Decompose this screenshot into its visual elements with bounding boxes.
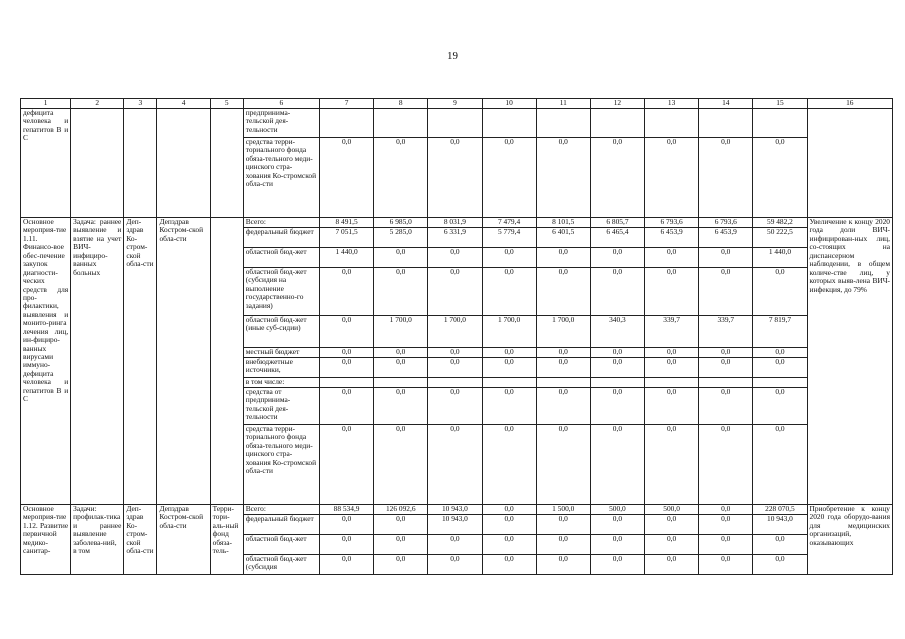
funding-label: предпринима-тельской дея-тельности <box>243 109 319 138</box>
year-value: 88 534,9 <box>319 505 373 515</box>
year-value: 0,0 <box>753 555 807 575</box>
year-value <box>428 378 482 388</box>
year-value: 340,3 <box>590 316 644 348</box>
year-value: 0,0 <box>482 348 536 358</box>
executor-cell: Деп-здрав Ко-стром-ской обла-сти <box>124 218 157 505</box>
year-value: 1 700,0 <box>428 316 482 348</box>
col-header: 13 <box>645 99 699 109</box>
year-value: 6 453,9 <box>645 228 699 248</box>
year-value: 0,0 <box>699 358 753 378</box>
year-value: 0,0 <box>374 555 428 575</box>
year-value: 0,0 <box>699 348 753 358</box>
year-value: 8 031,9 <box>428 218 482 228</box>
year-value: 0,0 <box>319 535 373 555</box>
funding-label: областной бюд-жет <box>243 535 319 555</box>
year-value: 0,0 <box>645 535 699 555</box>
funding-label: областной бюд-жет (субсидия на выполнение государственно-го задания) <box>243 268 319 316</box>
year-value: 0,0 <box>319 555 373 575</box>
col-header: 3 <box>124 99 157 109</box>
year-value <box>374 378 428 388</box>
year-value: 0,0 <box>482 535 536 555</box>
year-value: 1 700,0 <box>536 316 590 348</box>
year-value: 0,0 <box>319 316 373 348</box>
year-value: 0,0 <box>374 348 428 358</box>
funding-label: внебюджетные источники, <box>243 358 319 378</box>
measure-title: Основное мероприя-тие 1.11. Финансо-вое обес-печение закупок диагности-ческих средств для про-филактики, выявления и монито-ринга лечения лиц, ин-фициро-ванных вирусами иммуно-дефицита человека и гепатитов В и С <box>21 218 71 505</box>
year-value: 228 070,5 <box>753 505 807 515</box>
year-value: 0,0 <box>374 138 428 218</box>
measure-title: дефицита человека и гепатитов В и С <box>21 109 71 218</box>
year-value: 8 491,5 <box>319 218 373 228</box>
year-value: 0,0 <box>428 358 482 378</box>
year-value: 0,0 <box>753 268 807 316</box>
year-value: 0,0 <box>645 248 699 268</box>
year-value <box>699 378 753 388</box>
year-value <box>428 109 482 138</box>
year-value: 0,0 <box>590 248 644 268</box>
year-value: 7 819,7 <box>753 316 807 348</box>
year-value: 0,0 <box>536 425 590 505</box>
year-value: 0,0 <box>645 425 699 505</box>
page-number: 19 <box>447 50 458 62</box>
year-value <box>590 109 644 138</box>
year-value <box>753 109 807 138</box>
year-value: 0,0 <box>482 138 536 218</box>
year-value: 8 101,5 <box>536 218 590 228</box>
year-value: 0,0 <box>374 515 428 535</box>
coexecutor-cell: Депздрав Костром-ской обла-сти <box>157 505 210 575</box>
year-value: 7 479,4 <box>482 218 536 228</box>
year-value: 0,0 <box>699 138 753 218</box>
executor-cell: Деп-здрав Ко-стром-ской обла-сти <box>124 505 157 575</box>
year-value <box>374 109 428 138</box>
year-value <box>645 378 699 388</box>
funding-source-cell: Терри-тори-аль-ный фонд обяза-тель- <box>210 505 243 575</box>
year-value <box>482 109 536 138</box>
funding-label: Всего: <box>243 505 319 515</box>
funding-label: областной бюд-жет (иные суб-сидии) <box>243 316 319 348</box>
year-value: 0,0 <box>645 358 699 378</box>
year-value: 0,0 <box>645 268 699 316</box>
funding-label: областной бюд-жет <box>243 248 319 268</box>
year-value <box>699 109 753 138</box>
year-value: 0,0 <box>590 535 644 555</box>
year-value: 0,0 <box>482 358 536 378</box>
year-value <box>536 109 590 138</box>
year-value: 0,0 <box>699 505 753 515</box>
year-value: 0,0 <box>374 358 428 378</box>
year-value: 0,0 <box>374 268 428 316</box>
year-value: 0,0 <box>699 555 753 575</box>
year-value: 0,0 <box>482 555 536 575</box>
col-header: 6 <box>243 99 319 109</box>
year-value: 5 285,0 <box>374 228 428 248</box>
year-value: 10 943,0 <box>428 505 482 515</box>
year-value: 0,0 <box>319 268 373 316</box>
year-value: 500,0 <box>645 505 699 515</box>
year-value: 0,0 <box>428 388 482 425</box>
year-value: 0,0 <box>590 388 644 425</box>
year-value: 0,0 <box>645 388 699 425</box>
funding-label: средства от предпринима-тельской дея-тельности <box>243 388 319 425</box>
year-value: 0,0 <box>536 388 590 425</box>
year-value: 0,0 <box>374 535 428 555</box>
year-value: 10 943,0 <box>753 515 807 535</box>
year-value: 0,0 <box>536 348 590 358</box>
year-value: 6 793,6 <box>645 218 699 228</box>
year-value: 0,0 <box>319 138 373 218</box>
year-value: 0,0 <box>753 425 807 505</box>
year-value: 0,0 <box>428 138 482 218</box>
year-value: 0,0 <box>482 388 536 425</box>
funding-label: средства терри-ториального фонда обяза-тельного меди-цинского стра-хования Ко-стромской обла-сти <box>243 138 319 218</box>
col-header: 8 <box>374 99 428 109</box>
year-value: 0,0 <box>428 555 482 575</box>
year-value: 0,0 <box>536 358 590 378</box>
funding-label: средства терри-ториального фонда обяза-тельного меди-цинского стра-хования Ко-стромской обла-сти <box>243 425 319 505</box>
continued-block-row <box>21 109 893 138</box>
year-value: 500,0 <box>590 505 644 515</box>
col-header: 2 <box>71 99 124 109</box>
year-value: 59 482,2 <box>753 218 807 228</box>
year-value: 0,0 <box>428 348 482 358</box>
col-header: 11 <box>536 99 590 109</box>
year-value: 0,0 <box>428 248 482 268</box>
col-header: 14 <box>699 99 753 109</box>
year-value: 0,0 <box>319 388 373 425</box>
year-value: 6 793,6 <box>699 218 753 228</box>
year-value: 0,0 <box>753 535 807 555</box>
program-table <box>20 98 893 575</box>
col-header: 5 <box>210 99 243 109</box>
year-value: 6 985,0 <box>374 218 428 228</box>
empty-cell <box>71 109 124 218</box>
expected-result: Увеличение к концу 2020 года доли ВИЧ-инфицирован-ных лиц, со-стоящих на диспансерном наблюдении, в общем количе-стве лиц, у которых выяв-лена ВИЧ-инфекция, до 79% <box>807 218 892 505</box>
funding-label: местный бюджет <box>243 348 319 358</box>
col-header: 9 <box>428 99 482 109</box>
year-value <box>482 378 536 388</box>
year-value <box>645 109 699 138</box>
year-value: 0,0 <box>482 248 536 268</box>
year-value: 0,0 <box>590 515 644 535</box>
year-value: 6 805,7 <box>590 218 644 228</box>
empty-cell <box>807 109 892 218</box>
year-value: 0,0 <box>699 248 753 268</box>
measure-1-11-row <box>21 218 893 228</box>
year-value <box>319 109 373 138</box>
year-value: 0,0 <box>645 515 699 535</box>
year-value: 0,0 <box>699 425 753 505</box>
year-value: 5 779,4 <box>482 228 536 248</box>
task-cell: Задача: раннее выявление и взятие на учет ВИЧ-инфициро-ванных больных <box>71 218 124 505</box>
empty-cell <box>124 109 157 218</box>
year-value: 0,0 <box>536 248 590 268</box>
col-header: 15 <box>753 99 807 109</box>
year-value: 0,0 <box>590 555 644 575</box>
year-value: 1 440,0 <box>319 248 373 268</box>
year-value: 0,0 <box>753 348 807 358</box>
measure-1-12-row <box>21 505 893 515</box>
year-value <box>536 378 590 388</box>
year-value: 6 465,4 <box>590 228 644 248</box>
col-header: 10 <box>482 99 536 109</box>
year-value: 0,0 <box>482 425 536 505</box>
year-value: 6 453,9 <box>699 228 753 248</box>
year-value: 0,0 <box>319 425 373 505</box>
year-value: 0,0 <box>590 358 644 378</box>
year-value: 0,0 <box>699 535 753 555</box>
year-value: 6 331,9 <box>428 228 482 248</box>
year-value: 0,0 <box>699 388 753 425</box>
year-value: 10 943,0 <box>428 515 482 535</box>
year-value: 0,0 <box>482 268 536 316</box>
year-value: 0,0 <box>428 268 482 316</box>
year-value: 0,0 <box>536 268 590 316</box>
year-value: 0,0 <box>753 138 807 218</box>
year-value: 339,7 <box>699 316 753 348</box>
funding-label: в том числе: <box>243 378 319 388</box>
year-value: 339,7 <box>645 316 699 348</box>
year-value: 1 700,0 <box>374 316 428 348</box>
funding-source-cell <box>210 218 243 505</box>
year-value: 0,0 <box>428 535 482 555</box>
coexecutor-cell: Депздрав Костром-ской обла-сти <box>157 218 210 505</box>
year-value: 0,0 <box>753 358 807 378</box>
year-value: 0,0 <box>536 555 590 575</box>
funding-label: федеральный бюджет <box>243 515 319 535</box>
year-value <box>319 378 373 388</box>
year-value: 6 401,5 <box>536 228 590 248</box>
year-value: 0,0 <box>319 515 373 535</box>
year-value: 0,0 <box>536 515 590 535</box>
year-value: 1 440,0 <box>753 248 807 268</box>
year-value: 126 092,6 <box>374 505 428 515</box>
funding-label: Всего: <box>243 218 319 228</box>
funding-label: федеральный бюджет <box>243 228 319 248</box>
year-value: 0,0 <box>645 348 699 358</box>
year-value: 50 222,5 <box>753 228 807 248</box>
col-header: 7 <box>319 99 373 109</box>
year-value: 0,0 <box>374 248 428 268</box>
col-header: 1 <box>21 99 71 109</box>
column-number-row <box>21 99 893 109</box>
expected-result: Приобретение к концу 2020 года оборудо-вания для медицинских организаций, оказывающих <box>807 505 892 575</box>
year-value: 0,0 <box>374 388 428 425</box>
year-value: 0,0 <box>753 388 807 425</box>
year-value: 7 051,5 <box>319 228 373 248</box>
year-value: 0,0 <box>536 535 590 555</box>
funding-label: областной бюд-жет (субсидия <box>243 555 319 575</box>
year-value: 1 500,0 <box>536 505 590 515</box>
year-value: 0,0 <box>482 515 536 535</box>
task-cell: Задачи: профилак-тика и раннее выявление заболева-ний, в том <box>71 505 124 575</box>
year-value: 0,0 <box>374 425 428 505</box>
year-value: 0,0 <box>590 138 644 218</box>
year-value: 0,0 <box>319 358 373 378</box>
year-value: 0,0 <box>482 505 536 515</box>
empty-cell <box>157 109 210 218</box>
year-value: 0,0 <box>590 348 644 358</box>
empty-cell <box>210 109 243 218</box>
year-value: 0,0 <box>699 268 753 316</box>
year-value <box>590 378 644 388</box>
year-value: 0,0 <box>645 138 699 218</box>
col-header: 12 <box>590 99 644 109</box>
year-value: 0,0 <box>699 515 753 535</box>
year-value: 0,0 <box>645 555 699 575</box>
measure-title: Основное мероприя-тие 1.12. Развитие первичной медико-санитар- <box>21 505 71 575</box>
year-value: 0,0 <box>590 425 644 505</box>
year-value: 0,0 <box>428 425 482 505</box>
col-header: 16 <box>807 99 892 109</box>
year-value: 0,0 <box>590 268 644 316</box>
year-value <box>753 378 807 388</box>
year-value: 0,0 <box>536 138 590 218</box>
col-header: 4 <box>157 99 210 109</box>
year-value: 0,0 <box>319 348 373 358</box>
year-value: 1 700,0 <box>482 316 536 348</box>
